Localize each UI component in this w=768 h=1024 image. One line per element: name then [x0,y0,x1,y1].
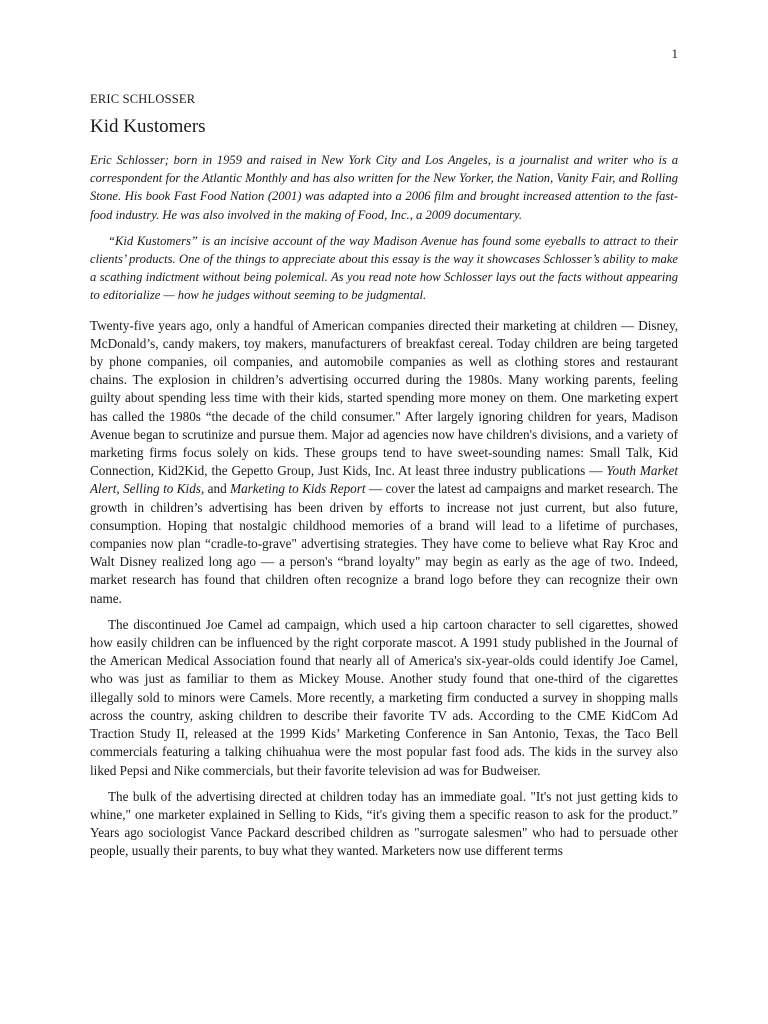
body-paragraph-2: The discontinued Joe Camel ad campaign, which used a hip cartoon character to sell cigarettes, showed how easily children can be influenced by the right corporate mascot. A 1991 study published in the Journal of the American Medical Association found that nearly all of America's six-year-olds could identify Joe Camel, who was just as familiar to them as Mickey Mouse. Another study found that one-third of the cigarettes illegally sold to minors were Camels. More recently, a marketing firm conducted a survey in shopping malls across the country, asking children to describe their favorite TV ads. According to the CME KidCom Ad Traction Study II, released at the 1999 Kids’ Marketing Conference in San Antonio, Texas, the Taco Bell commercials featuring a talking chihuahua were the most popular fast food ads. The kids in the survey also liked Pepsi and Nike commercials, but their favorite television ad was for Budweiser. [90,616,678,778]
author-name: ERIC SCHLOSSER [90,92,196,106]
paragraph-1-part-a: Twenty-five years ago, only a handful of American companies directed their marketing at children — Disney, McDonald’s, candy makers, toy makers, manufacturers of breakfast cereal. Today children are being targeted by phone companies, oil companies, and automobile companies as well as clothing stores and restaurant chains. The explosion in children’s advertising occurred during the 1980s. Many working parents, feeling guilty about spending less time with their kids, started spending more money on them. One marketing expert has called the 1980s “the decade of the child consumer." After largely ignoring children for years, Madison Avenue began to scrutinize and pursue them. Major ad agencies now have children's divisions, and a variety of marketing firms focus solely on kids. These groups tend to have sweet-sounding names: Small Talk, Kid Connection, Kid2Kid, the Gepetto Group, Just Kids, Inc. At least three industry publications — [90,317,678,479]
page-number: 1 [671,46,678,61]
essay-body [90,317,678,861]
conjunction-and: and [204,481,231,497]
body-paragraph-1 [90,317,678,608]
essay-content [90,151,678,861]
essay-title: Kid Kustomers [90,116,206,137]
body-paragraph-3: The bulk of the advertising directed at children today has an immediate goal. "It's not just getting kids to whine," one marketer explained in Selling to Kids, “it's giving them a specific reason to ask for the product.” Years ago sociologist Vance Packard described children as "surrogate salesmen" who had to persuade other people, usually their parents, to buy what they wanted. Marketers now use different terms [90,788,678,859]
publication-title-report: Marketing to Kids Report [230,481,366,497]
paragraph-1-part-b: — cover the latest ad campaigns and market research. The growth in children’s advertising has been driven by efforts to increase not just current, but also future, consumption. Hoping that nostalgic childhood memories of a brand will lead to a lifetime of purchases, companies now plan “cradle-to-grave" advertising strategies. They have come to believe what Ray Kroc and Walt Disney realized long ago — a person's “brand loyalty" may begin as early as the age of two. Indeed, market research has found that children often recognize a brand logo before they can recognize their own name. [90,481,678,606]
publication-titles: Youth Market Alert, Selling to Kids, [90,463,679,497]
intro-section [90,151,678,305]
author-bio: Eric Schlosser; born in 1959 and raised in New York City and Los Angeles, is a journalist and writer who is a correspondent for the Atlantic Monthly and has also written for the New Yorker, the Nation, Vanity Fair, and Rolling Stone. His book Fast Food Nation (2001) was adapted into a 2006 film and brought increased attention to the fast-food industry. He was also involved in the making of Food, Inc., a 2009 documentary. [90,153,678,222]
essay-summary: “Kid Kustomers” is an incisive account of the way Madison Avenue has found some eyeballs to attract to their clients’ products. One of the things to appreciate about this essay is the way it showcases Schlosser’s ability to make a scathing indictment without being polemical. As you read note how Schlosser lays out the facts without appearing to editorialize — how he judges without seeming to be judgmental. [90,233,678,303]
